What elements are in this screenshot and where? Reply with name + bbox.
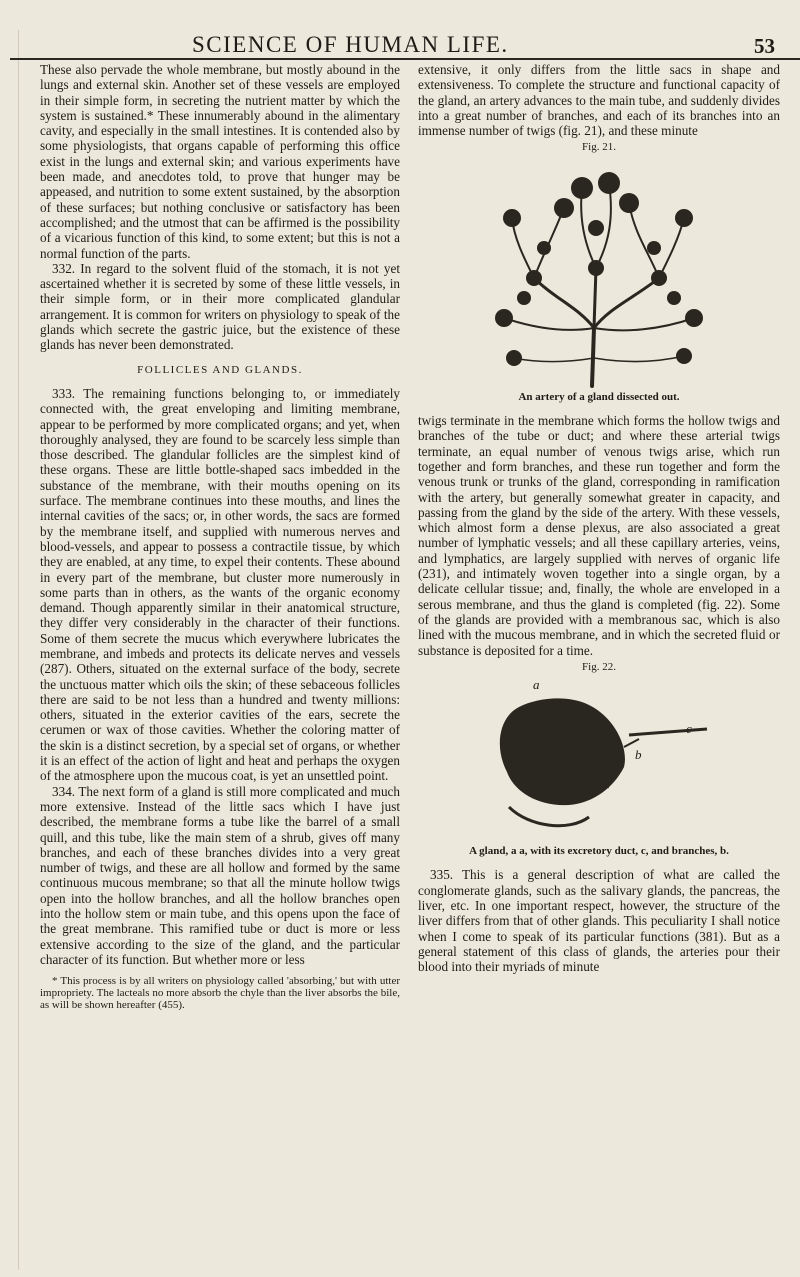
paragraph-332: 332. In regard to the solvent fluid of the stomach, it is not yet ascertained whether it is secreted by some of these little vessels, in their simple form, or in their more complicated glandular arrangement. It is common for writers on physiology to speak of the glands which secrete the gastric juice, but the existence of these glands has never been demonstrated.	[40, 260, 400, 353]
figure-22	[418, 677, 780, 842]
page-edge-line	[18, 30, 19, 1270]
running-title: SCIENCE OF HUMAN LIFE.	[192, 32, 509, 57]
figure-21	[418, 158, 780, 388]
paragraph-335: 335. This is a general description of what are called the conglomerate glands, such as the salivary glands, the pancreas, the liver, etc. In one important respect, however, the structure of the liver differs from that of other glands. This peculiarity I shall notice when I come to speak of its particular functions (381). But as a general statement of this class of glands, the arteries pour their blood into their myriads of minute	[418, 867, 780, 975]
footnote: * This process is by all writers on physiology called 'absorbing,' but with utter impropriety. The lacteals no more absorb the chyle than the liver absorbs the bile, as will be shown hereafter (455).	[40, 975, 400, 1012]
artery-tree-illustration	[484, 158, 714, 388]
figure-22-caption: A gland, a a, with its excretory duct, c, and branches, b.	[469, 845, 729, 858]
duct-label-c: c	[686, 721, 692, 737]
paragraph-334: 334. The next form of a gland is still more complicated and much more extensive. Instead of the little sacs which I have just described, the membrane forms a tube like the barrel of a small quill, and this tube, like the main stem of a shrub, gives off many branches, and each of these branches divides into a very great number of twigs, and these are all hollow and formed by the same continuous mucous membrane; so that all the minute hollow twigs open into the hollow branches, and all the hollow branches open into the hollow stem or main tube, and this opens upon the face of the great membrane. This ramified tube or duct is more or less extensive according to the size of the gland, and the particular character of its function. But whether more or less	[40, 783, 400, 967]
header-rule	[10, 58, 800, 60]
paragraph-333: 333. The remaining functions belonging to, or immediately connected with, the great enveloping and limiting membrane, appear to be performed by more complicated organs; and yet, when thoroughly analysed, they are found to be scarcely less simple than those described. The glandular follicles are the simplest kind of these organs. These are little bottle-shaped sacs imbedded in the substance of the membrane, with their mouths opening on its surface. The membrane continues into these mouths, and lines the internal cavities of the sacs; or, in other words, the sacs are formed by the membrane itself, and supplied with numerous nerves and blood-vessels, and appear to possess a contractile tissue, by which they are enabled, at any time, to expel their contents. These abound in every part of the membrane, but cluster more numerously in some parts than in others, as the wants of the organic economy demand. Though apparently similar in their anatomical structure, they differ very considerably in the character of their functions. Some of them secrete the mucus which everywhere lubricates the membrane, and imbeds and protects its delicate nerves and vessels (287). Others, situated on the external surface of the body, secrete the unctuous matter which oils the skin; of these sebaceous follicles there are said to be not less than a hundred and twenty millions: others, situated in the exterior cavities of the ears, secrete the cerumen or wax of those cavities. Whether the coloring matter of the skin is a distinct secretion, by a special set of organs, or whether it is an effect of the action of light and heat and perhaps the oxygen of the atmosphere upon the mucous coat, is yet an unsettled point.	[40, 385, 400, 784]
section-heading: FOLLICLES AND GLANDS.	[137, 363, 303, 376]
paragraph: extensive, it only differs from the little sacs in shape and extensiveness. To complete the structure and functional capacity of the gland, an artery advances to the main tube, and suddenly divides into a great number of branches, and each of its branches into an immense number of twigs (fig. 21), and these minute	[418, 62, 780, 139]
figure-21-label: Fig. 21.	[582, 141, 616, 154]
figure-22-label: Fig. 22.	[582, 660, 616, 673]
gland-illustration	[479, 677, 719, 842]
paragraph: twigs terminate in the membrane which forms the hollow twigs and branches of the tube or duct; and where these arterial twigs terminate, an equal number of venous twigs arise, which run together and form branches, and these run together and form the venous trunk or trunks of the gland, corresponding in ramification with the artery, but generally somewhat greater in capacity, and passing from the gland by the side of the artery. With these vessels, which almost form a dense plexus, are also associated a great number of lymphatic vessels; and all these capillary arteries, veins, and lymphatics, are largely supplied with nerves of organic life (231), and intimately woven together into a single organ, by a delicate cellular tissue; and, finally, the whole are enveloped in a serous membrane, and thus the gland is completed (fig. 22). Some of the glands are provided with a membranous sac, which is also lined with the mucous membrane, and in which the secreted fluid or substance is deposited for a time.	[418, 413, 780, 658]
branch-label-b: b	[635, 747, 642, 763]
left-column	[40, 62, 400, 1011]
page-header	[0, 30, 800, 60]
figure-21-caption: An artery of a gland dissected out.	[518, 390, 680, 403]
right-column	[418, 62, 780, 975]
page-number: 53	[754, 34, 775, 58]
paragraph: These also pervade the whole membrane, but mostly abound in the lungs and external skin. Another set of these vessels are employed in their simple form, in secreting the nutrient matter by which the system is sustained.* These innumerably abound in the alimentary cavity, and especially in the small intestines. It is contended also by some physiologists, that organs capable of performing this office exist in the lungs and external skin; and various experiments have been made, and anecdotes told, to prove that hunger may be appeased, and nutrition to some extent sustained, by the absorption of these surfaces; but nothing conclusive or satisfactory has been accomplished; and the utmost that can be affirmed is the possibility of a vicarious function of this kind, to some extent; but this is not a normal function of the parts.	[40, 62, 400, 261]
gland-label-a-top: a	[533, 677, 540, 693]
